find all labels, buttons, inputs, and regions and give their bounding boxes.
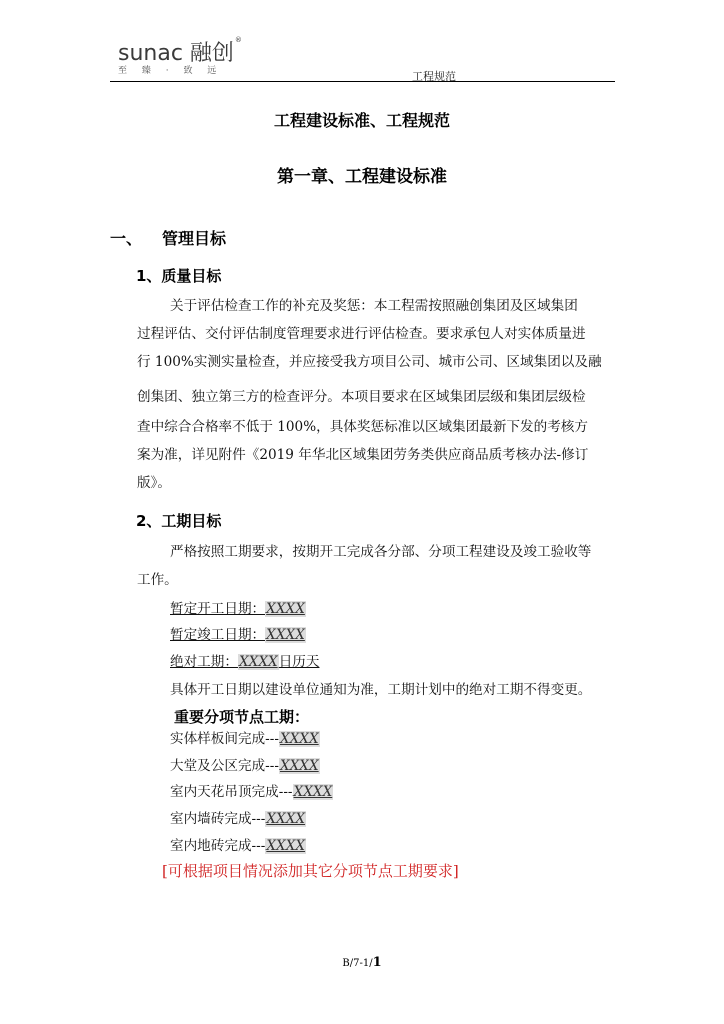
absolute-duration-value: XXXX <box>238 654 278 670</box>
milestone-value: XXXX <box>279 758 319 774</box>
milestone-row <box>170 754 320 774</box>
milestone-label: 大堂及公区完成--- <box>170 758 279 774</box>
document-title: 工程建设标准、工程规范 <box>273 111 450 130</box>
schedule-paragraph-line: 工作。 <box>137 572 178 588</box>
absolute-duration-label: 绝对工期： <box>170 654 238 670</box>
quality-paragraph-line: 关于评估检查工作的补充及奖惩：本工程需按照融创集团及区域集团 <box>170 298 578 314</box>
milestone-value: XXXX <box>266 811 306 827</box>
page-number: B/7-1/1 <box>342 955 382 970</box>
quality-heading: 1、质量目标 <box>136 267 222 285</box>
milestone-value: XXXX <box>266 838 306 854</box>
section-heading: 管理目标 <box>162 229 227 248</box>
quality-paragraph-line: 行 100%实测实量检查，并应接受我方项目公司、城市公司、区域集团以及融 <box>137 354 602 370</box>
milestone-label: 实体样板间完成--- <box>170 731 279 747</box>
quality-paragraph-line: 案为准，详见附件《2019 年华北区域集团劳务类供应商品质考核办法-修订 <box>137 447 589 463</box>
milestones-heading: 重要分项节点工期： <box>174 708 310 726</box>
milestone-row <box>170 727 320 747</box>
milestone-value: XXXX <box>293 784 333 800</box>
schedule-heading: 2、工期目标 <box>136 512 222 530</box>
start-date-value: XXXX <box>266 601 305 617</box>
milestone-row <box>170 807 306 827</box>
start-date-label: 暂定开工日期： <box>170 601 266 617</box>
schedule-note: 具体开工日期以建设单位通知为准，工期计划中的绝对工期不得变更。 <box>170 682 592 698</box>
milestone-row <box>170 834 306 854</box>
finish-date-label: 暂定竣工日期： <box>170 627 266 643</box>
header-doc-category: 工程规范 <box>412 70 456 83</box>
quality-paragraph-line: 创集团、独立第三方的检查评分。本项目要求在区域集团层级和集团层级检 <box>137 389 586 405</box>
schedule-paragraph-line: 严格按照工期要求，按期开工完成各分部、分项工程建设及竣工验收等 <box>170 544 592 560</box>
milestone-value: XXXX <box>279 731 319 747</box>
milestone-label: 室内天花吊顶完成--- <box>170 784 293 800</box>
quality-paragraph-line: 查中综合合格率不低于 100%，具体奖惩标准以区域集团最新下发的考核方 <box>137 419 588 435</box>
milestone-label: 室内地砖完成--- <box>170 838 266 854</box>
section-number: 一、 <box>110 229 143 248</box>
finish-date-row <box>170 623 306 643</box>
milestone-label: 室内墙砖完成--- <box>170 811 266 827</box>
absolute-duration-row <box>170 650 319 670</box>
finish-date-value: XXXX <box>266 627 305 643</box>
absolute-duration-unit: 日历天 <box>278 654 320 670</box>
quality-paragraph-line: 过程评估、交付评估制度管理要求进行评估检查。要求承包人对实体质量进 <box>137 326 586 342</box>
logo-slogan: 至 臻 · 致 远 <box>118 66 223 76</box>
quality-paragraph-line: 版》。 <box>137 475 171 491</box>
company-logo: sunac 融创® <box>118 36 242 66</box>
red-editor-note: [可根据项目情况添加其它分项节点工期要求] <box>162 862 459 880</box>
milestone-row <box>170 780 333 800</box>
start-date-row <box>170 597 306 617</box>
header-divider <box>110 81 615 82</box>
chapter-title: 第一章、工程建设标准 <box>277 167 447 187</box>
